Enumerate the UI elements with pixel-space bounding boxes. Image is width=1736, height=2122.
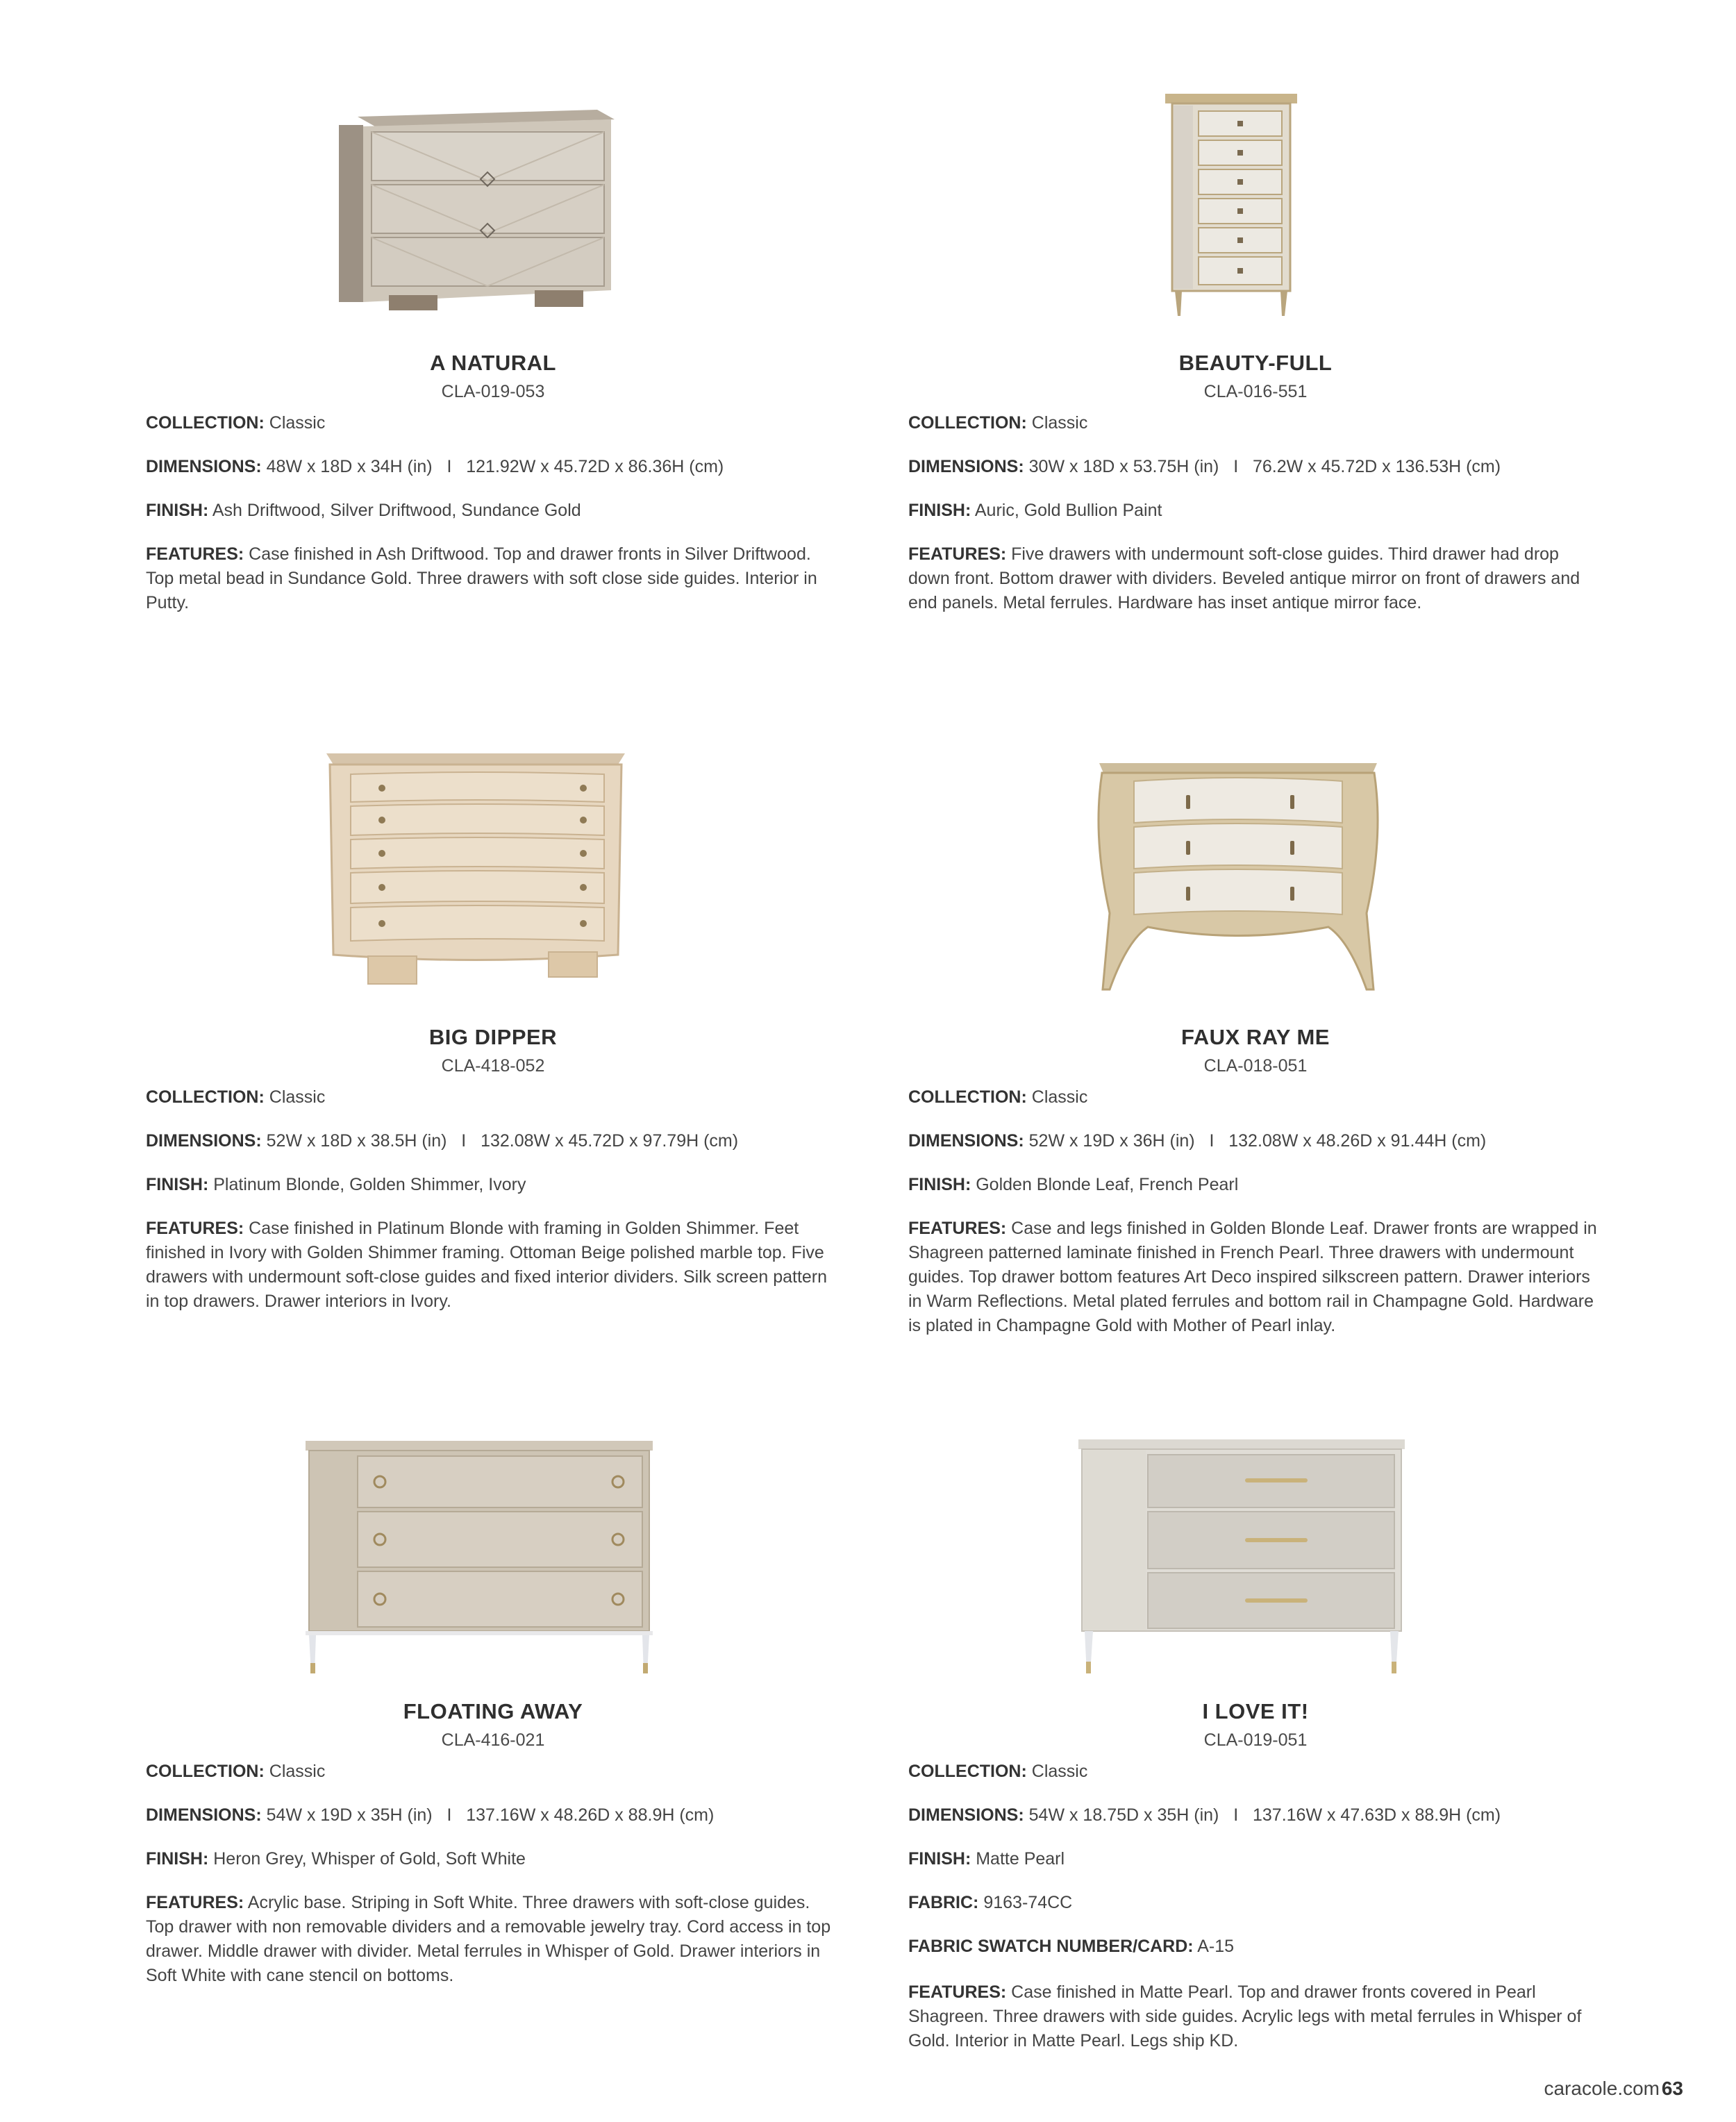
spec-label: DIMENSIONS: <box>146 457 262 476</box>
product-sku: CLA-418-052 <box>441 1056 545 1076</box>
spec-label: FINISH: <box>908 501 971 520</box>
product-name: BEAUTY-FULL <box>1178 351 1333 375</box>
spec-value: Heron Grey, Whisper of Gold, Soft White <box>213 1849 526 1869</box>
product-sku: CLA-019-051 <box>1203 1730 1308 1750</box>
spec-value: Case and legs finished in Golden Blonde Leaf. Drawer fronts are wrapped in Shagreen patterned laminate finished in French Pearl. Three drawers with undermount guides. Top drawer bottom features Art Deco inspired silkscreen pattern. Drawer interiors in Warm Reflections. Metal plated ferrules and bottom rail in Champagne Gold. Hardware is plated in Champagne Gold with Mother of Pearl inlay. <box>908 1219 1597 1335</box>
product-floating-away <box>146 0 840 2048</box>
spec-label: COLLECTION: <box>146 1762 265 1781</box>
spec-label: FABRIC: <box>908 1893 979 1912</box>
spec-label: FINISH: <box>908 1175 971 1194</box>
product-name: A NATURAL <box>430 351 556 375</box>
spec-label: FEATURES: <box>908 1219 1007 1238</box>
spec-value: A-15 <box>1197 1937 1235 1956</box>
spec-label: FINISH: <box>146 1849 209 1869</box>
spec-value: Auric, Gold Bullion Paint <box>974 501 1162 520</box>
spec-label: DIMENSIONS: <box>146 1805 262 1825</box>
spec-label: FEATURES: <box>908 544 1007 564</box>
spec-label: COLLECTION: <box>908 1762 1027 1781</box>
spec-value: 52W x 19D x 36H (in) I 132.08W x 48.26D x 91.44H (cm) <box>1028 1131 1487 1151</box>
spec-label: DIMENSIONS: <box>146 1131 262 1151</box>
spec-label: FEATURES: <box>908 1982 1007 2002</box>
spec-value: 52W x 18D x 38.5H (in) I 132.08W x 45.72D x 97.79H (cm) <box>266 1131 739 1151</box>
spec-fabric-swatch <box>908 1935 1603 1959</box>
spec-label: DIMENSIONS: <box>908 457 1024 476</box>
footer-website: caracole.com <box>1544 2078 1660 2099</box>
spec-value: Golden Blonde Leaf, French Pearl <box>976 1175 1239 1194</box>
spec-label: FABRIC SWATCH NUMBER/CARD: <box>908 1937 1194 1956</box>
spec-value: Classic <box>1031 1087 1088 1107</box>
spec-finish <box>146 1847 840 1871</box>
product-image-dresser <box>302 1434 656 1684</box>
spec-value: Platinum Blonde, Golden Shimmer, Ivory <box>213 1175 526 1194</box>
spec-collection <box>146 1760 840 1784</box>
spec-value: Matte Pearl <box>976 1849 1065 1869</box>
product-image-dresser <box>1075 1434 1408 1684</box>
spec-label: COLLECTION: <box>908 1087 1027 1107</box>
product-sku: CLA-019-053 <box>441 382 545 401</box>
product-sku: CLA-016-551 <box>1203 382 1308 401</box>
spec-label: DIMENSIONS: <box>908 1805 1024 1825</box>
spec-dimensions <box>908 1803 1603 1828</box>
spec-value: Case finished in Platinum Blonde with framing in Golden Shimmer. Feet finished in Ivory with Golden Shimmer framing. Ottoman Beige polished marble top. Five drawers with undermount soft-close guides and fixed interior dividers. Silk screen pattern in top drawers. Drawer interiors in Ivory. <box>146 1219 828 1311</box>
spec-value: Classic <box>1031 413 1088 433</box>
product-name: FAUX RAY ME <box>1181 1025 1330 1049</box>
spec-label: FEATURES: <box>146 544 244 564</box>
spec-label: FINISH: <box>908 1849 971 1869</box>
spec-label: FINISH: <box>146 1175 209 1194</box>
spec-features <box>908 1980 1603 2053</box>
spec-value: Case finished in Matte Pearl. Top and drawer fronts covered in Pearl Shagreen. Three drawers with side guides. Acrylic legs with metal ferrules in Whisper of Gold. Interior in Matte Pearl. Legs ship KD. <box>908 1982 1582 2050</box>
product-i-love-it <box>908 0 1603 2083</box>
spec-label: FINISH: <box>146 501 209 520</box>
product-sku: CLA-018-051 <box>1203 1056 1308 1076</box>
spec-label: COLLECTION: <box>146 1087 265 1107</box>
spec-value: Ash Driftwood, Silver Driftwood, Sundance Gold <box>212 501 581 520</box>
product-sku: CLA-416-021 <box>441 1730 545 1750</box>
spec-collection <box>908 1760 1603 1784</box>
spec-value: 48W x 18D x 34H (in) I 121.92W x 45.72D x 86.36H (cm) <box>266 457 724 476</box>
spec-fabric <box>908 1891 1603 1915</box>
spec-value: 54W x 19D x 35H (in) I 137.16W x 48.26D x 88.9H (cm) <box>266 1805 715 1825</box>
spec-value: Classic <box>269 413 326 433</box>
page-number: 63 <box>1661 2078 1683 2099</box>
spec-value: 30W x 18D x 53.75H (in) I 76.2W x 45.72D x 136.53H (cm) <box>1028 457 1501 476</box>
spec-label: FEATURES: <box>146 1893 244 1912</box>
product-name: I LOVE IT! <box>1202 1699 1309 1723</box>
spec-value: Classic <box>269 1762 326 1781</box>
spec-dimensions <box>146 1803 840 1828</box>
product-name: FLOATING AWAY <box>403 1699 583 1723</box>
spec-label: FEATURES: <box>146 1219 244 1238</box>
spec-value: 9163-74CC <box>983 1893 1073 1912</box>
spec-label: COLLECTION: <box>908 413 1027 433</box>
spec-value: Classic <box>269 1087 326 1107</box>
spec-value: Acrylic base. Striping in Soft White. Three drawers with soft-close guides. Top drawer with non removable dividers and a removable jewelry tray. Cord access in top drawer. Middle drawer with divider. Metal ferrules in Whisper of Gold. Drawer interiors in Soft White with cane stencil on bottoms. <box>146 1893 831 1985</box>
spec-label: DIMENSIONS: <box>908 1131 1024 1151</box>
spec-value: Classic <box>1031 1762 1088 1781</box>
spec-value: Case finished in Ash Driftwood. Top and drawer fronts in Silver Driftwood. Top metal bead in Sundance Gold. Three drawers with soft close side guides. Interior in Putty. <box>146 544 817 612</box>
spec-value: Five drawers with undermount soft-close guides. Third drawer had drop down front. Bottom drawer with dividers. Beveled antique mirror on front of drawers and end panels. Metal ferrules. Hardware has inset antique mirror face. <box>908 544 1580 612</box>
product-name: BIG DIPPER <box>428 1025 558 1049</box>
spec-value: 54W x 18.75D x 35H (in) I 137.16W x 47.63D x 88.9H (cm) <box>1028 1805 1501 1825</box>
spec-label: COLLECTION: <box>146 413 265 433</box>
spec-features <box>146 1891 840 1988</box>
spec-finish <box>908 1847 1603 1871</box>
